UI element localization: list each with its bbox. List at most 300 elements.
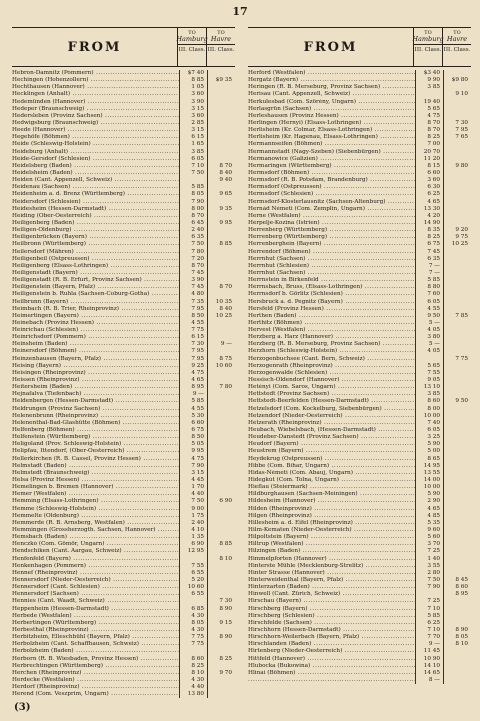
havre-fare [207,570,235,577]
station-name: Hibbe (Com. Bihar, Ungarn) ..... [248,463,415,470]
station-name: Hegehöfe (Böhmen) ..... [12,134,179,141]
havre-fare [207,427,235,434]
havre-fare [207,420,235,427]
table-row [248,220,471,227]
havre-fare: 8 85 [207,241,235,248]
station-name: Hejnafalva (Tiefenbach) ..... [12,391,179,398]
hamburg-fare: 9 00 [179,506,207,513]
havre-fare [207,484,235,491]
station-name: Herlisheim (Kr. Hagenau, Elsass-Lothringen) ..... [248,134,415,141]
hamburg-fare: 8 — [415,677,443,684]
table-row [12,606,235,613]
station-name: Helmstedt (Braunschweig) ..... [12,470,179,477]
havre-heading: TO Havre III. Class. [206,28,235,66]
havre-fare [443,256,471,263]
table-row [12,206,235,213]
table-row [12,299,235,306]
table-row [248,306,471,313]
havre-fare: 9 50 [443,398,471,405]
station-name: Heilersdorf (Mähren) ..... [12,249,179,256]
havre-fare [207,91,235,98]
table-row [248,398,471,405]
table-row [248,541,471,548]
table-row [12,384,235,391]
station-name: Heide (Schleswig-Holstein) ..... [12,141,179,148]
table-row [12,348,235,355]
havre-fare [207,684,235,691]
hamburg-fare: 8 00 [179,206,207,213]
hamburg-fare: 13 30 [415,206,443,213]
hamburg-fare: 7 10 [179,163,207,170]
hamburg-fare: 9 — [415,641,443,648]
table-row [12,691,235,698]
hamburg-fare: 6 75 [415,241,443,248]
station-name: Herdorf (Rheinprovinz) ..... [12,684,179,691]
hamburg-fare: 7 50 [179,241,207,248]
table-row [248,470,471,477]
station-name: Heldenbergen (Hessen-Darmstadt) ..... [12,398,179,405]
station-name: Herrendorf (Böhmen) ..... [248,249,415,256]
station-name: Heidersdorf (Schlesien) ..... [12,199,179,206]
havre-fare: 9 70 [207,670,235,677]
havre-fare: $9 80 [443,77,471,84]
table-row [248,656,471,663]
havre-fare [207,627,235,634]
havre-fare [443,291,471,298]
havre-fare [207,463,235,470]
havre-fare [443,620,471,627]
hamburg-fare: 6 25 [415,620,443,627]
station-name: Herborn (R. B. Wiesbaden, Provinz Hessen) ..... [12,656,179,663]
hamburg-fare: 6 15 [179,334,207,341]
hamburg-fare: 6 35 [179,234,207,241]
hamburg-fare: 7 — [415,270,443,277]
station-name: Hedwigsburg (Braunschweig) ..... [12,120,179,127]
hamburg-fare: 4 10 [179,527,207,534]
hamburg-fare: 1 05 [179,84,207,91]
station-name: Heydekrug (Ostpreussen) ..... [248,456,415,463]
station-name: Heiligenstein b. Ruhla (Sachsen-Coburg-Gotha) ..... [12,291,179,298]
station-name: Heppenheim (Hessen-Darmstadt) ..... [12,606,179,613]
table-row [12,477,235,484]
station-name: Herbolzheim (Cant. Schaffhausen, Schweiz) ..... [12,641,179,648]
havre-fare: 9 35 [207,206,235,213]
havre-fare: 8 90 [207,606,235,613]
table-row [12,634,235,641]
station-name: Heiligenstadt (R. B. Erfurt, Provinz Sachsen) ..... [12,277,179,284]
table-row [248,506,471,513]
havre-fare [207,141,235,148]
havre-fare [207,591,235,598]
hamburg-fare: 3 15 [179,106,207,113]
hamburg-fare: 8 35 [415,227,443,234]
hamburg-fare: 1 75 [179,513,207,520]
station-name: Hinwell (Cant. Zürich, Schweiz) ..... [248,591,415,598]
station-name: Heinsheim (Baden) ..... [12,341,179,348]
hamburg-fare: 8 80 [415,284,443,291]
hamburg-fare: 2 40 [179,227,207,234]
station-name: Heinrichsdorf (Pommern) ..... [12,334,179,341]
havre-fare: 8 10 [443,641,471,648]
havre-fare: 9 65 [207,191,235,198]
hamburg-fare: 14 95 [415,463,443,470]
havre-fare [443,199,471,206]
havre-fare [443,427,471,434]
station-name: Herrnsbach, Bruss, (Elsass-Lothringen) ..... [248,284,415,291]
havre-fare [207,577,235,584]
hamburg-fare: 7 45 [179,284,207,291]
havre-fare [443,113,471,120]
station-name: Heimbach (R. B. Trier, Rheinprovinz) ..... [12,306,179,313]
hamburg-fare: 13 55 [415,470,443,477]
havre-fare [443,477,471,484]
station-name: Heissen (Rheinprovinz) ..... [12,377,179,384]
havre-fare [443,513,471,520]
havre-fare [207,470,235,477]
hamburg-fare: 5 85 [179,184,207,191]
hamburg-fare: 7 95 [179,348,207,355]
station-name: Hedeper (Braunschweig) ..... [12,106,179,113]
havre-fare [443,334,471,341]
station-name: Heinzenhausen (Bayern, Pfalz) ..... [12,356,179,363]
station-name: Hinterste Mühle (Mecklenburg-Strelitz) ..... [248,563,415,570]
table-row [248,527,471,534]
hamburg-fare: 8 25 [415,134,443,141]
table-row [12,327,235,334]
table-row [12,170,235,177]
havre-fare: 8 95 [443,591,471,598]
station-name: Hidas-Németi (Com. Abauj, Ungarn) ..... [248,470,415,477]
table-row [12,541,235,548]
station-name: Hermsdorf (Schlesien) ..... [248,191,415,198]
station-name: Herrenberghein (Bayern) ..... [248,241,415,248]
table-row [12,434,235,441]
table-row [12,356,235,363]
station-name: Hirschberg (Schlesien) ..... [248,613,415,620]
table-row [12,534,235,541]
hamburg-fare: 5 65 [415,106,443,113]
table-row [248,548,471,555]
station-name: Heidelsberg (Baden) ..... [12,163,179,170]
table-row [12,149,235,156]
station-name: Hermaringen (Württemberg) ..... [248,163,415,170]
havre-fare [207,270,235,277]
table-row [12,491,235,498]
table-row [248,391,471,398]
hamburg-fare: 7 20 [179,256,207,263]
hamburg-fare: 5 85 [415,277,443,284]
station-name: Hedemünden (Hannover) ..... [12,99,179,106]
table-row [12,113,235,120]
hamburg-fare: 4 65 [179,377,207,384]
hamburg-fare: 7 90 [179,463,207,470]
station-name: Hemmingen (Grossherzogth. Sachsen, Hannover) ..... [12,527,179,534]
station-name: Hemming (Elsass-Lothringen) ..... [12,498,179,505]
table-row [248,156,471,163]
havre-fare [443,384,471,391]
table-row [12,441,235,448]
station-name: Heede (Hannover) ..... [12,127,179,134]
table-row [12,220,235,227]
station-name: Hennersdorf (Cant. Schlesien) ..... [12,584,179,591]
table-row [12,120,235,127]
hamburg-fare: 8 25 [179,663,207,670]
table-row [248,448,471,455]
table-row [248,327,471,334]
station-name: Herrenberg (Württemberg) ..... [248,234,415,241]
hamburg-fare: 19 40 [415,99,443,106]
havre-fare [443,156,471,163]
havre-fare [207,156,235,163]
havre-fare [207,249,235,256]
hamburg-fare: 7 50 [179,170,207,177]
hamburg-fare: 14 10 [415,663,443,670]
station-name [248,677,415,684]
station-name: Hetzelsdorf (Com. Kockelburg, Siebenbürgen) ..... [248,406,415,413]
hamburg-fare [179,648,207,655]
havre-fare [207,134,235,141]
hamburg-fare: 4 80 [179,291,207,298]
station-name: Herthen (Baden) ..... [248,313,415,320]
hamburg-fare: 7 95 [179,356,207,363]
station-name: Herrnhut (Schlesien) ..... [248,263,415,270]
hamburg-fare: 4 55 [415,306,443,313]
station-name: Hechthausen (Hannover) ..... [12,84,179,91]
hamburg-fare: 12 95 [179,548,207,555]
hamburg-fare: 6 15 [179,134,207,141]
station-name: Heideburg (Anhalt) ..... [12,149,179,156]
table-row [248,420,471,427]
table-row [248,141,471,148]
havre-fare [443,527,471,534]
hamburg-fare: 7 60 [415,291,443,298]
hamburg-fare: 4 40 [179,684,207,691]
hamburg-fare [415,591,443,598]
station-name: Heligoland (Prov. Schleswig-Holstein) ..... [12,441,179,448]
table-row [12,456,235,463]
hamburg-fare: 8 05 [179,191,207,198]
table-row [12,563,235,570]
station-name: Hetényi (Com. Saros, Ungarn) ..... [248,384,415,391]
havre-fare: 7 30 [207,598,235,605]
havre-fare [207,334,235,341]
havre-fare [207,663,235,670]
station-name: Hiltrup (Westfalen) ..... [248,541,415,548]
hamburg-fare: 14 65 [415,670,443,677]
station-name: Hermannseifen (Böhmen) ..... [248,141,415,148]
hamburg-fare [179,598,207,605]
havre-fare [207,227,235,234]
havre-fare: 7 80 [207,384,235,391]
table-row [12,648,235,655]
havre-fare [443,534,471,541]
hamburg-fare: 1 65 [179,141,207,148]
hamburg-fare: 5 — [415,320,443,327]
table-row [248,584,471,591]
hamburg-fare: 3 15 [179,470,207,477]
havre-fare [207,320,235,327]
station-name: Hecklingen (Anhalt) ..... [12,91,179,98]
station-name: Heinebach (Provinz Hessen) ..... [12,320,179,327]
table-row [248,620,471,627]
station-name: Herzogenwalde (Schlesien) ..... [248,370,415,377]
station-name: Herisau (Cant. Appenzell, Schweiz) ..... [248,91,415,98]
table-row [12,577,235,584]
havre-fare [443,220,471,227]
havre-fare [443,284,471,291]
havre-fare: 10 25 [443,241,471,248]
table-row [12,656,235,663]
hamburg-fare: 4 75 [179,456,207,463]
hamburg-fare: 3 85 [415,84,443,91]
havre-fare [207,398,235,405]
table-row [12,241,235,248]
havre-fare [207,99,235,106]
havre-fare [207,348,235,355]
station-name: Herlisheim (Kr. Colmar, Elsass-Lothringen) ..... [248,127,415,134]
station-name: Hittfeld (Hannover) ..... [248,656,415,663]
station-name: Heudorf (Bayern) ..... [248,441,415,448]
havre-fare [443,170,471,177]
hamburg-fare: 6 55 [179,591,207,598]
hamburg-fare: 5 00 [415,448,443,455]
havre-fare: 9 10 [443,91,471,98]
havre-fare [443,184,471,191]
station-name: Heising (Bayern) ..... [12,363,179,370]
table-row [12,377,235,384]
hamburg-fare: 6 45 [179,220,207,227]
havre-fare [443,213,471,220]
station-name: Heidenheim a. d. Brenz (Württemberg) ..... [12,191,179,198]
table-row [248,591,471,598]
table-row [12,448,235,455]
table-row [248,120,471,127]
station-name: Hennersdorf (Nieder-Oesterreich) ..... [12,577,179,584]
table-row [248,284,471,291]
station-name: Hergatz (Bayern) ..... [248,77,415,84]
station-name: Herbede (Westfalen) ..... [12,613,179,620]
station-name: Herrnhut (Sachsen) ..... [248,256,415,263]
hamburg-fare: 8 70 [179,213,207,220]
havre-fare [443,656,471,663]
station-name: Hennersdorf (Sachsen) ..... [12,591,179,598]
havre-fare [207,291,235,298]
hamburg-fare: 5 90 [415,491,443,498]
hamburg-fare: 7 70 [415,634,443,641]
table-row [248,577,471,584]
table-row [12,320,235,327]
from-heading: FROM [67,39,122,55]
havre-fare [443,448,471,455]
hamburg-fare: 6 05 [415,427,443,434]
havre-fare: 7 30 [443,120,471,127]
havre-fare [207,199,235,206]
hamburg-fare: 3 85 [415,391,443,398]
havre-fare: 7 85 [443,313,471,320]
table-row [12,270,235,277]
table-row [12,591,235,598]
station-name: Hemer (Westfalen) ..... [12,491,179,498]
havre-fare [207,370,235,377]
hamburg-fare: 6 30 [415,184,443,191]
table-row [248,177,471,184]
hamburg-fare: 4 75 [179,370,207,377]
station-name: Herbolzheim (Baden) ..... [12,648,179,655]
havre-fare [443,277,471,284]
hamburg-fare: 8 10 [179,670,207,677]
station-name: Hieflau (Steiermark) ..... [248,484,415,491]
table-row [248,456,471,463]
table-row [248,84,471,91]
station-name: Heinersdorf (Böhmen) ..... [12,348,179,355]
hamburg-fare: 7 40 [415,420,443,427]
havre-fare: 10 35 [207,299,235,306]
table-row [248,113,471,120]
table-row [12,556,235,563]
station-name: Herford (Westfalen) ..... [248,70,415,77]
havre-fare [207,506,235,513]
station-name: Herrnsdorf b. Görlitz (Schlesien) ..... [248,291,415,298]
havre-fare [443,541,471,548]
hamburg-fare: 3 60 [179,91,207,98]
havre-fare [443,498,471,505]
table-row [248,163,471,170]
hamburg-fare: 3 60 [415,177,443,184]
hamburg-fare: 9 50 [415,313,443,320]
hamburg-fare: 3 70 [415,541,443,548]
station-name: Heide-Gersdorf (Schlesien) ..... [12,156,179,163]
hamburg-fare: 7 00 [415,141,443,148]
table-row [248,277,471,284]
hamburg-fare: 7 30 [179,341,207,348]
havre-fare: 10 60 [207,363,235,370]
hamburg-fare: 9 90 [415,77,443,84]
table-row [248,434,471,441]
station-name: Hemsbach (Baden) ..... [12,534,179,541]
hamburg-fare: 8 50 [179,313,207,320]
havre-fare [443,177,471,184]
hamburg-fare: 6 90 [179,541,207,548]
table-row [248,491,471,498]
station-name: Heitersheim (Baden) ..... [12,384,179,391]
havre-fare [443,484,471,491]
station-name: Heiding (Ober-Oesterreich) ..... [12,213,179,220]
havre-fare [443,299,471,306]
station-name: Helenenthal-Bad-Glashütte (Böhmen) ..... [12,420,179,427]
hamburg-fare: 13 80 [179,691,207,698]
station-name: Hemmelte (Oldenburg) ..... [12,513,179,520]
table-row [12,91,235,98]
hamburg-fare: 7 25 [415,548,443,555]
table-row [12,84,235,91]
havre-fare [443,441,471,448]
hamburg-fare: 1 35 [179,534,207,541]
havre-fare [207,491,235,498]
havre-fare [207,277,235,284]
table-row [248,241,471,248]
havre-fare: 9 20 [443,227,471,234]
hamburg-fare: 9 — [179,391,207,398]
station-name: Hinterzarten (Baden) ..... [248,584,415,591]
hamburg-fare: 7 55 [179,563,207,570]
hamburg-fare: 8 60 [179,656,207,663]
hamburg-fare: 6 75 [179,427,207,434]
havre-fare [443,99,471,106]
hamburg-fare: 4 55 [179,320,207,327]
station-name: Hilgen (Rheinprovinz) ..... [248,513,415,520]
havre-fare [207,391,235,398]
station-name: Heiligenstein (Bayern, Pfalz) ..... [12,284,179,291]
